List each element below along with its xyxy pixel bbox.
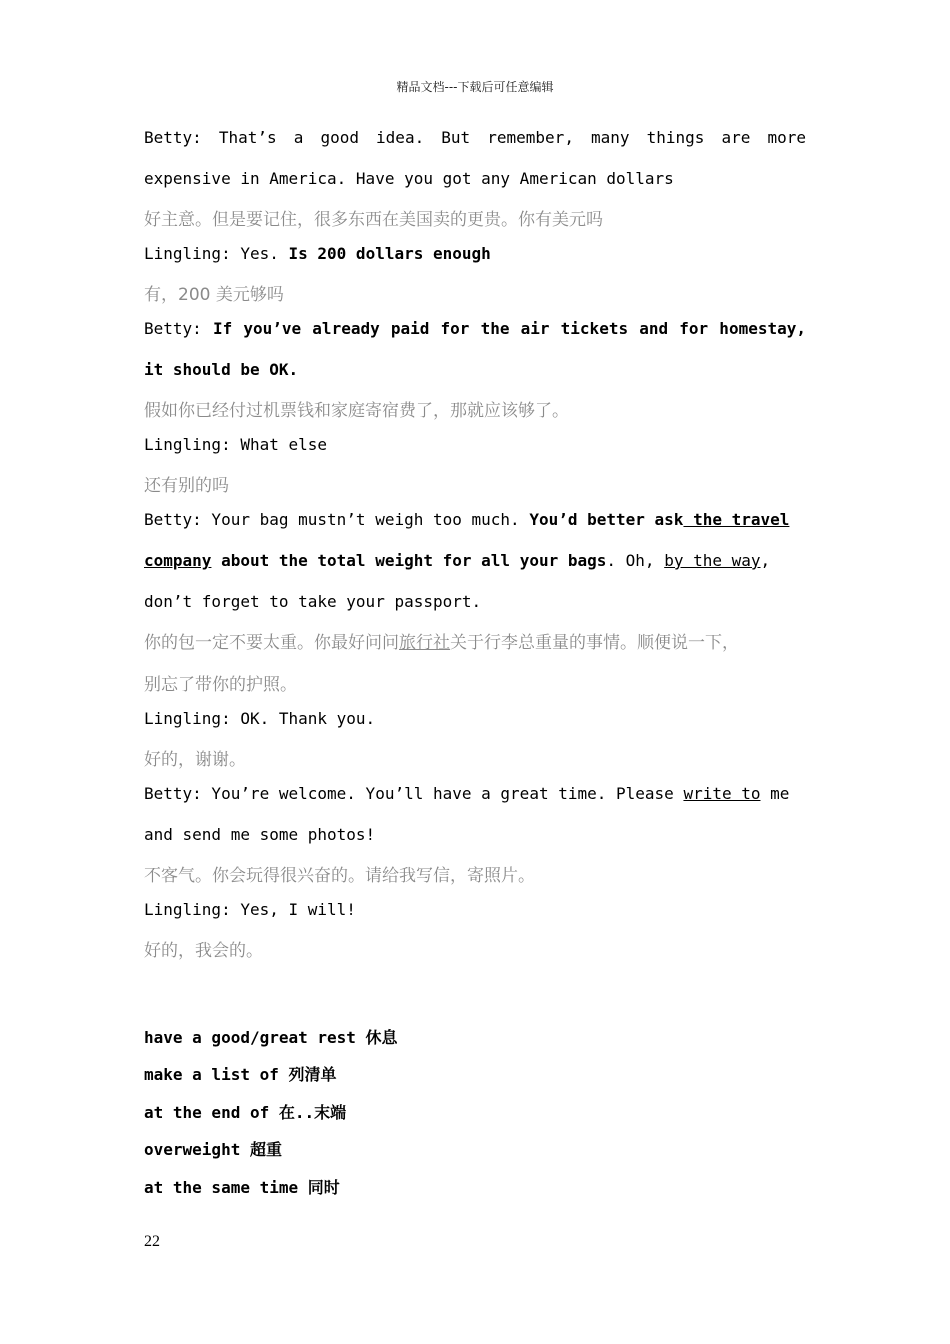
dialogue-line: Lingling: Yes, I will! — [144, 900, 356, 919]
dialogue-line — [144, 319, 806, 338]
plain-text: . Oh, — [606, 551, 665, 570]
translation-line: 假如你已经付过机票钱和家庭寄宿费了，那就应该够了。 — [144, 401, 569, 421]
dialogue-line: Lingling: OK. Thank you. — [144, 709, 376, 728]
phrase-item: make a list of 列清单 — [144, 1065, 337, 1084]
translation-line: 还有别的吗 — [144, 476, 229, 496]
dialogue-line: it should be OK. — [144, 360, 299, 379]
phrase-item: overweight 超重 — [144, 1140, 282, 1159]
dialogue-line: don’t forget to take your passport. — [144, 592, 482, 611]
plain-text: 你的包一定不要太重。你最好问问 — [144, 633, 399, 653]
page-number: 22 — [144, 1233, 160, 1250]
bold-text: If you’ve already paid for the air tickets and for homestay, — [212, 319, 807, 338]
phrase-item: have a good/great rest 休息 — [144, 1028, 398, 1047]
underlined-text: write to — [683, 784, 761, 803]
dialogue-line: Betty: That’s a good idea. But remember, many things are more — [144, 128, 806, 147]
dialogue-line — [144, 244, 491, 263]
plain-text: me — [760, 784, 790, 803]
plain-text: Betty: You’re welcome. You’ll have a great time. Please — [144, 784, 684, 803]
translation-line: 别忘了带你的护照。 — [144, 675, 297, 695]
page-header: 精品文档---下载后可任意编辑 — [396, 80, 554, 94]
bold-text: You’d better ask — [529, 510, 684, 529]
translation-line: 好的，我会的。 — [144, 941, 263, 961]
dialogue-line — [144, 551, 770, 570]
speaker-text: Lingling: Yes. — [144, 244, 289, 263]
dialogue-line: expensive in America. Have you got any American dollars — [144, 169, 674, 188]
bold-text: about the total weight for all your bags — [211, 551, 607, 570]
translation-line: 好主意。但是要记住，很多东西在美国卖的更贵。你有美元吗 — [144, 210, 603, 230]
translation-line: 好的，谢谢。 — [144, 750, 246, 770]
underlined-text: company — [144, 551, 212, 570]
underlined-text: 旅行社 — [399, 633, 450, 653]
phrase-item: at the same time 同时 — [144, 1178, 340, 1197]
speaker-text: Betty: Your bag mustn’t weigh too much. — [144, 510, 530, 529]
plain-text: 关于行李总重量的事情。顺便说一下， — [450, 633, 739, 653]
dialogue-line — [144, 784, 789, 803]
underlined-text: by the way — [664, 551, 761, 570]
dialogue-line: Lingling: What else — [144, 435, 328, 454]
underlined-text: the travel — [683, 510, 790, 529]
bold-text: Is 200 dollars enough — [288, 244, 491, 263]
translation-line — [144, 628, 739, 653]
dialogue-line: and send me some photos! — [144, 825, 376, 844]
dialogue-line — [144, 510, 789, 529]
speaker-text: Betty: — [144, 319, 213, 338]
translation-line: 不客气。你会玩得很兴奋的。请给我写信，寄照片。 — [144, 866, 535, 886]
phrase-item: at the end of 在..末端 — [144, 1103, 347, 1122]
translation-line: 有，200 美元够吗 — [144, 285, 284, 305]
plain-text: , — [760, 551, 771, 570]
